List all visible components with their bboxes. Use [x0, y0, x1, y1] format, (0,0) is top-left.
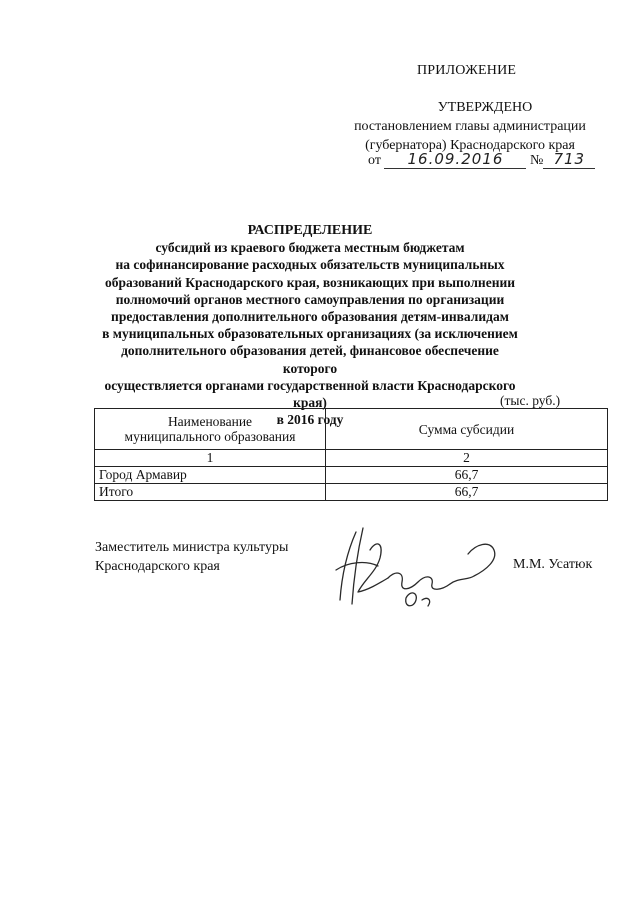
document-title: [95, 222, 525, 428]
decree-line-1: постановлением главы администрации: [354, 119, 586, 134]
signatory-name: М.М. Усатюк: [513, 557, 593, 572]
date-prefix: от: [368, 153, 381, 168]
row-amount: 66,7: [326, 467, 608, 484]
signature-stroke: [450, 544, 495, 584]
column-number-row: [95, 450, 608, 467]
signature-stroke: [406, 593, 417, 606]
subsidy-table: [94, 408, 608, 501]
table-header-row: [95, 409, 608, 450]
title-line-1: субсидий из краевого бюджета местным бюджетам: [155, 240, 465, 256]
decree-line-2: (губернатора) Краснодарского края: [365, 138, 575, 153]
number-prefix: №: [529, 153, 544, 168]
title-line-2: на софинансирование расходных обязательств муниципальных: [115, 257, 505, 273]
title-line-9: в 2016 году: [276, 412, 344, 428]
appendix-label: ПРИЛОЖЕНИЕ: [417, 63, 517, 78]
title-line-3: образований Краснодарского края, возникающих при выполнении: [104, 274, 516, 290]
column-number-1: 1: [95, 450, 326, 467]
handwritten-signature: [318, 520, 518, 615]
signature-stroke: [358, 544, 388, 592]
title-line-4: полномочий органов местного самоуправления по организации: [115, 291, 505, 307]
signature-stroke: [352, 528, 363, 604]
decree-date: 16.09.2016: [384, 150, 526, 169]
header-municipality-line-1: Наименование: [167, 414, 253, 429]
signatory-position-line-2: Краснодарского края: [95, 559, 220, 574]
column-number-2: 2: [326, 450, 608, 467]
title-line-8: осуществляется органами государственной власти Краснодарского края): [104, 377, 516, 411]
total-amount: 66,7: [326, 484, 608, 501]
table-row-total: [95, 484, 608, 501]
header-amount: Сумма субсидии: [326, 409, 608, 450]
unit-note: (тыс. руб.): [500, 393, 561, 408]
approved-label: УТВЕРЖДЕНО: [437, 100, 533, 115]
signatory-position-line-1: Заместитель министра культуры: [95, 540, 289, 555]
header-municipality: [95, 409, 326, 450]
decree-number: 713: [543, 150, 595, 169]
header-municipality-line-2: муниципального образования: [124, 429, 296, 444]
signature-stroke: [388, 573, 450, 589]
decree-date-row: [368, 150, 595, 169]
title-line-5: предоставления дополнительного образования детям-инвалидам: [111, 309, 509, 325]
total-name: Итого: [95, 484, 326, 501]
title-main: РАСПРЕДЕЛЕНИЕ: [247, 223, 373, 238]
signatory-position: [95, 538, 288, 576]
approval-block: [330, 98, 610, 155]
table-row: [95, 467, 608, 484]
title-line-7: дополнительного образования детей, финансовое обеспечение которого: [121, 343, 499, 376]
title-line-6: в муниципальных образовательных организациях (за исключением: [102, 326, 518, 342]
row-name: Город Армавир: [95, 467, 326, 484]
signature-stroke: [422, 598, 430, 606]
